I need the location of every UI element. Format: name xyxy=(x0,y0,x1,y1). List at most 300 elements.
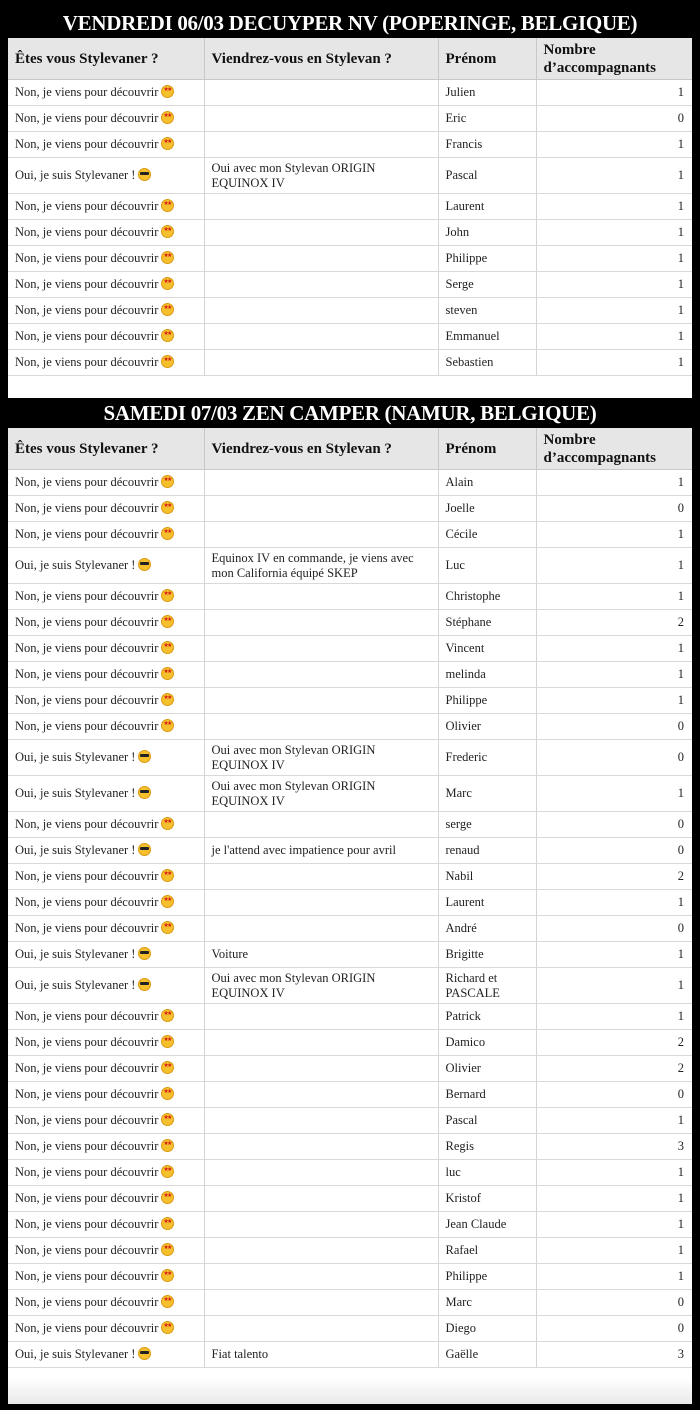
star-struck-icon xyxy=(161,1087,174,1100)
cell-accompagnants: 1 xyxy=(536,890,692,916)
cell-accompagnants: 1 xyxy=(536,80,692,106)
cell-stylevaner xyxy=(8,106,204,132)
cell-stylevaner xyxy=(8,470,204,496)
cell-prenom: Brigitte xyxy=(438,942,536,968)
cell-prenom: Damico xyxy=(438,1030,536,1056)
cell-accompagnants: 1 xyxy=(536,1108,692,1134)
table-row xyxy=(8,298,692,324)
status-text: Non, je viens pour découvrir xyxy=(15,693,159,707)
cell-stylevaner xyxy=(8,714,204,740)
cell-prenom: Alain xyxy=(438,470,536,496)
status-text: Non, je viens pour découvrir xyxy=(15,1113,159,1127)
table-row xyxy=(8,890,692,916)
cell-accompagnants: 1 xyxy=(536,1004,692,1030)
cell-accompagnants: 1 xyxy=(536,470,692,496)
cell-accompagnants: 0 xyxy=(536,496,692,522)
cell-accompagnants: 1 xyxy=(536,350,692,376)
cell-stylevan xyxy=(204,864,438,890)
star-struck-icon xyxy=(161,1061,174,1074)
cell-stylevan xyxy=(204,662,438,688)
cell-prenom: Sebastien xyxy=(438,350,536,376)
cell-accompagnants: 1 xyxy=(536,1160,692,1186)
cell-accompagnants: 0 xyxy=(536,812,692,838)
cell-stylevan xyxy=(204,916,438,942)
table-row xyxy=(8,350,692,376)
cell-stylevan xyxy=(204,1212,438,1238)
column-header-accompagnants: Nombre d’accompagnants xyxy=(536,38,692,80)
cell-prenom: Pascal xyxy=(438,1108,536,1134)
cell-accompagnants: 1 xyxy=(536,522,692,548)
cell-stylevaner xyxy=(8,1186,204,1212)
status-text: Non, je viens pour découvrir xyxy=(15,589,159,603)
star-struck-icon xyxy=(161,1009,174,1022)
table-row xyxy=(8,470,692,496)
table-row xyxy=(8,496,692,522)
star-struck-icon xyxy=(161,1165,174,1178)
status-text: Non, je viens pour découvrir xyxy=(15,329,159,343)
cell-stylevan xyxy=(204,1004,438,1030)
star-struck-icon xyxy=(161,527,174,540)
cell-stylevan: Oui avec mon Stylevan ORIGIN EQUINOX IV xyxy=(204,158,438,194)
column-header-stylevan: Viendrez-vous en Stylevan ? xyxy=(204,38,438,80)
cell-prenom: Eric xyxy=(438,106,536,132)
status-text: Non, je viens pour découvrir xyxy=(15,615,159,629)
cell-stylevaner xyxy=(8,1030,204,1056)
table-row xyxy=(8,1160,692,1186)
cell-accompagnants: 1 xyxy=(536,1212,692,1238)
sunglasses-icon xyxy=(138,168,151,181)
cell-prenom: Olivier xyxy=(438,1056,536,1082)
table-row xyxy=(8,1004,692,1030)
cell-accompagnants: 0 xyxy=(536,916,692,942)
cell-accompagnants: 1 xyxy=(536,272,692,298)
cell-prenom: Nabil xyxy=(438,864,536,890)
cell-accompagnants: 2 xyxy=(536,610,692,636)
star-struck-icon xyxy=(161,1139,174,1152)
status-text: Non, je viens pour découvrir xyxy=(15,355,159,369)
table-row xyxy=(8,740,692,776)
status-text: Non, je viens pour découvrir xyxy=(15,1139,159,1153)
cell-stylevan xyxy=(204,636,438,662)
status-text: Oui, je suis Stylevaner ! xyxy=(15,978,136,992)
status-text: Non, je viens pour découvrir xyxy=(15,277,159,291)
table-row xyxy=(8,1082,692,1108)
cell-accompagnants: 1 xyxy=(536,324,692,350)
status-text: Non, je viens pour découvrir xyxy=(15,1269,159,1283)
table-row xyxy=(8,1212,692,1238)
sunglasses-icon xyxy=(138,1347,151,1360)
cell-stylevan: Voiture xyxy=(204,942,438,968)
cell-stylevan xyxy=(204,812,438,838)
star-struck-icon xyxy=(161,1035,174,1048)
table-row xyxy=(8,80,692,106)
cell-stylevan xyxy=(204,272,438,298)
cell-stylevan xyxy=(204,80,438,106)
cell-stylevaner xyxy=(8,324,204,350)
cell-accompagnants: 1 xyxy=(536,968,692,1004)
cell-stylevan xyxy=(204,688,438,714)
table-row xyxy=(8,1264,692,1290)
star-struck-icon xyxy=(161,895,174,908)
table-row xyxy=(8,942,692,968)
star-struck-icon xyxy=(161,329,174,342)
column-header-accompagnants: Nombre d’accompagnants xyxy=(536,428,692,470)
cell-accompagnants: 0 xyxy=(536,838,692,864)
cell-stylevaner xyxy=(8,812,204,838)
cell-prenom: Emmanuel xyxy=(438,324,536,350)
table-row xyxy=(8,324,692,350)
cell-accompagnants: 2 xyxy=(536,1030,692,1056)
cell-accompagnants: 1 xyxy=(536,158,692,194)
star-struck-icon xyxy=(161,869,174,882)
cell-stylevan xyxy=(204,324,438,350)
cell-prenom: Bernard xyxy=(438,1082,536,1108)
table-row xyxy=(8,776,692,812)
cell-prenom: Julien xyxy=(438,80,536,106)
cell-accompagnants: 0 xyxy=(536,714,692,740)
cell-stylevan xyxy=(204,496,438,522)
star-struck-icon xyxy=(161,85,174,98)
cell-accompagnants: 0 xyxy=(536,106,692,132)
status-text: Oui, je suis Stylevaner ! xyxy=(15,168,136,182)
cell-stylevan xyxy=(204,246,438,272)
star-struck-icon xyxy=(161,589,174,602)
cell-accompagnants: 1 xyxy=(536,636,692,662)
status-text: Non, je viens pour découvrir xyxy=(15,817,159,831)
table-row xyxy=(8,1030,692,1056)
column-header-prenom: Prénom xyxy=(438,38,536,80)
cell-prenom: Serge xyxy=(438,272,536,298)
cell-stylevaner xyxy=(8,636,204,662)
status-text: Non, je viens pour découvrir xyxy=(15,719,159,733)
cell-prenom: Vincent xyxy=(438,636,536,662)
cell-prenom: Laurent xyxy=(438,194,536,220)
sunglasses-icon xyxy=(138,786,151,799)
star-struck-icon xyxy=(161,1113,174,1126)
cell-prenom: Joelle xyxy=(438,496,536,522)
table-row xyxy=(8,838,692,864)
cell-prenom: Patrick xyxy=(438,1004,536,1030)
cell-stylevan xyxy=(204,1108,438,1134)
cell-accompagnants: 1 xyxy=(536,246,692,272)
status-text: Oui, je suis Stylevaner ! xyxy=(15,750,136,764)
status-text: Non, je viens pour découvrir xyxy=(15,1061,159,1075)
cell-prenom: Marc xyxy=(438,776,536,812)
cell-stylevan xyxy=(204,610,438,636)
table-row xyxy=(8,106,692,132)
cell-prenom: Cécile xyxy=(438,522,536,548)
cell-accompagnants: 0 xyxy=(536,1082,692,1108)
cell-stylevaner xyxy=(8,838,204,864)
cell-stylevan: Fiat talento xyxy=(204,1342,438,1368)
cell-stylevaner xyxy=(8,1238,204,1264)
star-struck-icon xyxy=(161,1295,174,1308)
cell-stylevan: Equinox IV en commande, je viens avec mon California équipé SKEP xyxy=(204,548,438,584)
cell-stylevaner xyxy=(8,1264,204,1290)
star-struck-icon xyxy=(161,615,174,628)
status-text: Non, je viens pour découvrir xyxy=(15,1165,159,1179)
cell-stylevan xyxy=(204,1134,438,1160)
cell-prenom: Luc xyxy=(438,548,536,584)
table-row xyxy=(8,1316,692,1342)
star-struck-icon xyxy=(161,693,174,706)
cell-stylevaner xyxy=(8,942,204,968)
table-row xyxy=(8,1290,692,1316)
cell-accompagnants: 1 xyxy=(536,1264,692,1290)
cell-stylevaner xyxy=(8,1134,204,1160)
cell-stylevaner xyxy=(8,80,204,106)
registrations-table xyxy=(8,428,692,1368)
cell-prenom: Jean Claude xyxy=(438,1212,536,1238)
cell-stylevaner xyxy=(8,350,204,376)
status-text: Non, je viens pour découvrir xyxy=(15,225,159,239)
status-text: Non, je viens pour découvrir xyxy=(15,85,159,99)
cell-prenom: Richard et PASCALE xyxy=(438,968,536,1004)
status-text: Non, je viens pour découvrir xyxy=(15,641,159,655)
table-row xyxy=(8,272,692,298)
cell-prenom: luc xyxy=(438,1160,536,1186)
cell-prenom: Marc xyxy=(438,1290,536,1316)
table-row xyxy=(8,1134,692,1160)
cell-stylevan xyxy=(204,1056,438,1082)
cell-stylevaner xyxy=(8,1316,204,1342)
table-row xyxy=(8,636,692,662)
cell-stylevan xyxy=(204,194,438,220)
cell-stylevaner xyxy=(8,1108,204,1134)
status-text: Non, je viens pour découvrir xyxy=(15,527,159,541)
cell-accompagnants: 2 xyxy=(536,864,692,890)
star-struck-icon xyxy=(161,1321,174,1334)
star-struck-icon xyxy=(161,667,174,680)
cell-stylevan xyxy=(204,350,438,376)
cell-accompagnants: 2 xyxy=(536,1056,692,1082)
cell-stylevaner xyxy=(8,584,204,610)
cell-accompagnants: 1 xyxy=(536,1238,692,1264)
cell-accompagnants: 0 xyxy=(536,1290,692,1316)
table-row xyxy=(8,548,692,584)
cell-prenom: Laurent xyxy=(438,890,536,916)
cell-stylevan xyxy=(204,1238,438,1264)
status-text: Oui, je suis Stylevaner ! xyxy=(15,843,136,857)
table-panel-vendredi xyxy=(8,38,692,398)
cell-stylevan: Oui avec mon Stylevan ORIGIN EQUINOX IV xyxy=(204,740,438,776)
cell-accompagnants: 1 xyxy=(536,776,692,812)
cell-stylevaner xyxy=(8,132,204,158)
status-text: Non, je viens pour découvrir xyxy=(15,111,159,125)
table-row xyxy=(8,132,692,158)
star-struck-icon xyxy=(161,111,174,124)
star-struck-icon xyxy=(161,475,174,488)
cell-stylevan xyxy=(204,522,438,548)
status-text: Non, je viens pour découvrir xyxy=(15,137,159,151)
cell-accompagnants: 1 xyxy=(536,584,692,610)
star-struck-icon xyxy=(161,303,174,316)
status-text: Non, je viens pour découvrir xyxy=(15,501,159,515)
cell-stylevan xyxy=(204,132,438,158)
sunglasses-icon xyxy=(138,558,151,571)
star-struck-icon xyxy=(161,641,174,654)
status-text: Non, je viens pour découvrir xyxy=(15,1217,159,1231)
status-text: Non, je viens pour découvrir xyxy=(15,667,159,681)
cell-stylevaner xyxy=(8,194,204,220)
cell-stylevaner xyxy=(8,1056,204,1082)
cell-prenom: Regis xyxy=(438,1134,536,1160)
cell-stylevan xyxy=(204,890,438,916)
cell-stylevaner xyxy=(8,1004,204,1030)
table-row xyxy=(8,1186,692,1212)
cell-accompagnants: 1 xyxy=(536,548,692,584)
star-struck-icon xyxy=(161,1243,174,1256)
table-row xyxy=(8,812,692,838)
star-struck-icon xyxy=(161,137,174,150)
cell-stylevaner xyxy=(8,246,204,272)
cell-stylevan xyxy=(204,1160,438,1186)
cell-stylevaner xyxy=(8,776,204,812)
star-struck-icon xyxy=(161,277,174,290)
column-header-prenom: Prénom xyxy=(438,428,536,470)
star-struck-icon xyxy=(161,251,174,264)
status-text: Oui, je suis Stylevaner ! xyxy=(15,947,136,961)
cell-accompagnants: 1 xyxy=(536,662,692,688)
cell-stylevan xyxy=(204,1186,438,1212)
cell-stylevaner xyxy=(8,740,204,776)
cell-stylevan xyxy=(204,470,438,496)
table-row xyxy=(8,246,692,272)
cell-prenom: Olivier xyxy=(438,714,536,740)
status-text: Non, je viens pour découvrir xyxy=(15,1087,159,1101)
cell-accompagnants: 3 xyxy=(536,1342,692,1368)
cell-stylevaner xyxy=(8,1290,204,1316)
status-text: Non, je viens pour découvrir xyxy=(15,1191,159,1205)
cell-stylevan xyxy=(204,1082,438,1108)
section-title-vendredi: VENDREDI 06/03 DECUYPER NV (POPERINGE, BELGIQUE) xyxy=(62,11,638,35)
star-struck-icon xyxy=(161,817,174,830)
cell-prenom: Philippe xyxy=(438,688,536,714)
cell-stylevaner xyxy=(8,272,204,298)
cell-prenom: renaud xyxy=(438,838,536,864)
status-text: Non, je viens pour découvrir xyxy=(15,303,159,317)
star-struck-icon xyxy=(161,199,174,212)
table-row xyxy=(8,916,692,942)
cell-stylevaner xyxy=(8,220,204,246)
table-row xyxy=(8,158,692,194)
table-row xyxy=(8,220,692,246)
table-row xyxy=(8,968,692,1004)
cell-stylevan xyxy=(204,584,438,610)
status-text: Non, je viens pour découvrir xyxy=(15,1295,159,1309)
column-header-stylevan: Viendrez-vous en Stylevan ? xyxy=(204,428,438,470)
cell-stylevan xyxy=(204,714,438,740)
table-row xyxy=(8,584,692,610)
star-struck-icon xyxy=(161,1191,174,1204)
cell-accompagnants: 1 xyxy=(536,132,692,158)
cell-prenom: André xyxy=(438,916,536,942)
cell-stylevaner xyxy=(8,1082,204,1108)
cell-stylevan xyxy=(204,106,438,132)
status-text: Non, je viens pour découvrir xyxy=(15,1035,159,1049)
cell-stylevaner xyxy=(8,1212,204,1238)
cell-accompagnants: 3 xyxy=(536,1134,692,1160)
cell-prenom: Rafael xyxy=(438,1238,536,1264)
table-row xyxy=(8,194,692,220)
cell-stylevaner xyxy=(8,662,204,688)
cell-stylevan xyxy=(204,220,438,246)
status-text: Non, je viens pour découvrir xyxy=(15,475,159,489)
section-title-samedi: SAMEDI 07/03 ZEN CAMPER (NAMUR, BELGIQUE) xyxy=(103,401,597,425)
star-struck-icon xyxy=(161,225,174,238)
cell-stylevan xyxy=(204,1264,438,1290)
table-panel-samedi xyxy=(8,428,692,1404)
cell-stylevaner xyxy=(8,864,204,890)
cell-prenom: Diego xyxy=(438,1316,536,1342)
cell-stylevaner xyxy=(8,298,204,324)
status-text: Non, je viens pour découvrir xyxy=(15,199,159,213)
sunglasses-icon xyxy=(138,978,151,991)
cell-stylevaner xyxy=(8,916,204,942)
cell-stylevaner xyxy=(8,968,204,1004)
cell-prenom: melinda xyxy=(438,662,536,688)
cell-stylevaner xyxy=(8,522,204,548)
status-text: Non, je viens pour découvrir xyxy=(15,1009,159,1023)
cell-stylevan: Oui avec mon Stylevan ORIGIN EQUINOX IV xyxy=(204,776,438,812)
status-text: Non, je viens pour découvrir xyxy=(15,251,159,265)
cell-accompagnants: 1 xyxy=(536,942,692,968)
status-text: Non, je viens pour découvrir xyxy=(15,895,159,909)
cell-stylevan xyxy=(204,298,438,324)
cell-stylevaner xyxy=(8,1160,204,1186)
cell-prenom: Francis xyxy=(438,132,536,158)
table-row xyxy=(8,662,692,688)
table-row xyxy=(8,1238,692,1264)
cell-prenom: Kristof xyxy=(438,1186,536,1212)
cell-stylevaner xyxy=(8,890,204,916)
column-header-stylevaner: Êtes vous Stylevaner ? xyxy=(8,38,204,80)
status-text: Non, je viens pour découvrir xyxy=(15,1321,159,1335)
cell-prenom: Stéphane xyxy=(438,610,536,636)
star-struck-icon xyxy=(161,1269,174,1282)
table-row xyxy=(8,1056,692,1082)
star-struck-icon xyxy=(161,1217,174,1230)
cell-stylevaner xyxy=(8,610,204,636)
table-row xyxy=(8,522,692,548)
sunglasses-icon xyxy=(138,947,151,960)
cell-accompagnants: 0 xyxy=(536,1316,692,1342)
table-row xyxy=(8,610,692,636)
cell-stylevaner xyxy=(8,158,204,194)
cell-stylevaner xyxy=(8,1342,204,1368)
cell-accompagnants: 1 xyxy=(536,298,692,324)
cell-prenom: Pascal xyxy=(438,158,536,194)
cell-stylevaner xyxy=(8,496,204,522)
table-row xyxy=(8,1342,692,1368)
cell-stylevan: Oui avec mon Stylevan ORIGIN EQUINOX IV xyxy=(204,968,438,1004)
status-text: Non, je viens pour découvrir xyxy=(15,1243,159,1257)
cell-stylevaner xyxy=(8,548,204,584)
sunglasses-icon xyxy=(138,843,151,856)
status-text: Non, je viens pour découvrir xyxy=(15,869,159,883)
cell-accompagnants: 1 xyxy=(536,194,692,220)
cell-accompagnants: 1 xyxy=(536,688,692,714)
cell-accompagnants: 0 xyxy=(536,740,692,776)
table-row xyxy=(8,1108,692,1134)
star-struck-icon xyxy=(161,355,174,368)
star-struck-icon xyxy=(161,501,174,514)
cell-stylevan xyxy=(204,1030,438,1056)
cell-prenom: Christophe xyxy=(438,584,536,610)
table-row xyxy=(8,864,692,890)
table-row xyxy=(8,688,692,714)
cell-prenom: steven xyxy=(438,298,536,324)
